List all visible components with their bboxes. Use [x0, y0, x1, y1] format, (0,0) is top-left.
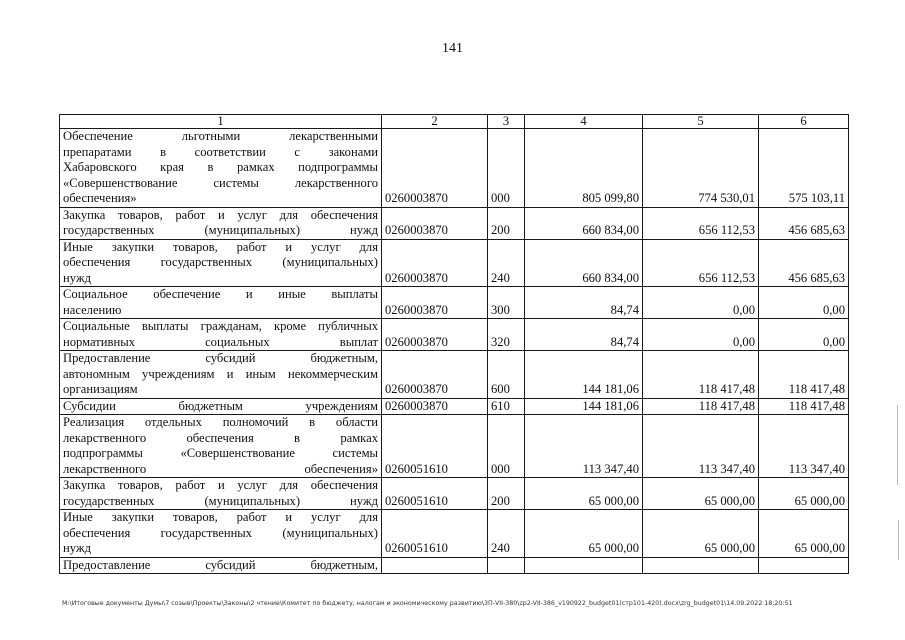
target-article-code: 0260051610: [382, 510, 488, 558]
amount-col5: 0,00: [643, 287, 759, 319]
table-row: [60, 319, 849, 351]
row-name-cell: [60, 478, 382, 510]
table-row: [60, 510, 849, 558]
target-article-code: 0260003870: [382, 351, 488, 399]
table-row: [60, 557, 849, 574]
amount-col5: [643, 557, 759, 574]
amount-col4: 660 834,00: [525, 207, 643, 239]
amount-col6: 0,00: [759, 319, 849, 351]
amount-col5: 656 112,53: [643, 239, 759, 287]
expense-type-code: 240: [488, 239, 525, 287]
target-article-code: 0260051610: [382, 415, 488, 478]
target-article-code: 0260003870: [382, 129, 488, 208]
row-name-cell: [60, 351, 382, 399]
amount-col4: 65 000,00: [525, 510, 643, 558]
amount-col4: 84,74: [525, 319, 643, 351]
budget-table: [59, 114, 849, 574]
amount-col6: 575 103,11: [759, 129, 849, 208]
amount-col4: 805 099,80: [525, 129, 643, 208]
scan-edge-mark: [898, 520, 899, 560]
row-name-line: обеспечения государственных (муниципальных): [63, 525, 378, 540]
amount-col4: [525, 557, 643, 574]
amount-col5: 0,00: [643, 319, 759, 351]
target-article-code: 0260003870: [382, 207, 488, 239]
target-article-code: 0260003870: [382, 239, 488, 287]
row-name-line: Иные закупки товаров, работ и услуг для: [63, 239, 378, 254]
table-row: [60, 207, 849, 239]
row-name-line: лекарственного обеспечения в рамках: [63, 430, 378, 445]
amount-col6: 65 000,00: [759, 510, 849, 558]
table-row: [60, 239, 849, 287]
row-name-line: Закупка товаров, работ и услуг для обеспечения: [63, 478, 378, 492]
row-name-line: обеспечения государственных (муниципальных): [63, 255, 378, 269]
row-name-cell: [60, 239, 382, 287]
row-name-line: организациям: [63, 382, 138, 396]
table-row: [60, 398, 849, 415]
row-name-line: Реализация отдельных полномочий в области: [63, 415, 378, 429]
amount-col5: 656 112,53: [643, 207, 759, 239]
row-name-cell: [60, 287, 382, 319]
table-header-row: [60, 115, 849, 129]
amount-col6: 65 000,00: [759, 478, 849, 510]
row-name-line: государственных (муниципальных) нужд: [63, 493, 378, 508]
row-name-line: Социальные выплаты гражданам, кроме публичных: [63, 319, 378, 333]
row-name-line: обеспечения»: [63, 191, 137, 205]
target-article-code: 0260003870: [382, 398, 488, 415]
row-name-line: Социальное обеспечение и иные выплаты: [63, 287, 378, 301]
column-header: 3: [488, 115, 525, 129]
column-header: 1: [60, 115, 382, 129]
table-row: [60, 415, 849, 478]
row-name-cell: [60, 510, 382, 558]
expense-type-code: 200: [488, 478, 525, 510]
row-name-line: подпрограммы «Совершенствование системы: [63, 446, 378, 460]
amount-col5: 65 000,00: [643, 478, 759, 510]
row-name-cell: [60, 557, 382, 574]
page-number: 141: [442, 41, 463, 56]
row-name-line: нормативных социальных выплат: [63, 334, 378, 349]
expense-type-code: 240: [488, 510, 525, 558]
row-name-cell: [60, 129, 382, 208]
column-header: 5: [643, 115, 759, 129]
target-article-code: 0260051610: [382, 478, 488, 510]
row-name-line: нужд: [63, 270, 91, 285]
expense-type-code: 000: [488, 129, 525, 208]
table-row: [60, 351, 849, 399]
table-row: [60, 129, 849, 208]
row-name-cell: [60, 415, 382, 478]
amount-col6: 0,00: [759, 287, 849, 319]
expense-type-code: [488, 557, 525, 574]
amount-col6: 118 417,48: [759, 398, 849, 415]
row-name-line: Закупка товаров, работ и услуг для обеспечения: [63, 207, 378, 222]
amount-col6: 113 347,40: [759, 415, 849, 478]
target-article-code: 0260003870: [382, 319, 488, 351]
row-name-line: лекарственного обеспечения»: [63, 461, 378, 476]
row-name-line: препаратами в соответствии с законами: [63, 144, 378, 159]
row-name-line: нужд: [63, 541, 91, 555]
row-name-cell: [60, 398, 382, 415]
document-footer-path: M:\Итоговые документы Думы\7 созыв\Проекты\Законы\2 чтение\Комитет по бюджету, налогам и экономическому развитию\3П-VII-380\zp2-VII-386_v190922_budget01(стр101-420).docx\zrg_budget01\14.09.2022 18:20:51: [62, 600, 793, 607]
column-header: 2: [382, 115, 488, 129]
row-name-line: Субсидии бюджетным учреждениям: [63, 398, 378, 413]
row-name-line: автономным учреждениям и иным некоммерческим: [63, 366, 378, 381]
target-article-code: 0260003870: [382, 287, 488, 319]
table-row: [60, 478, 849, 510]
row-name-cell: [60, 319, 382, 351]
amount-col4: 113 347,40: [525, 415, 643, 478]
row-name-line: Предоставление субсидий бюджетным,: [63, 351, 378, 365]
expense-type-code: 000: [488, 415, 525, 478]
amount-col6: 456 685,63: [759, 239, 849, 287]
row-name-line: Обеспечение льготными лекарственными: [63, 129, 378, 143]
amount-col5: 118 417,48: [643, 398, 759, 415]
table-row: [60, 287, 849, 319]
amount-col5: 113 347,40: [643, 415, 759, 478]
row-name-line: «Совершенствование системы лекарственного: [63, 175, 378, 190]
column-header: 6: [759, 115, 849, 129]
target-article-code: [382, 557, 488, 574]
amount-col5: 65 000,00: [643, 510, 759, 558]
expense-type-code: 600: [488, 351, 525, 399]
column-header: 4: [525, 115, 643, 129]
scan-edge-mark: [897, 405, 898, 485]
amount-col5: 774 530,01: [643, 129, 759, 208]
row-name-line: Иные закупки товаров, работ и услуг для: [63, 510, 378, 524]
expense-type-code: 610: [488, 398, 525, 415]
amount-col4: 84,74: [525, 287, 643, 319]
amount-col4: 144 181,06: [525, 398, 643, 415]
amount-col5: 118 417,48: [643, 351, 759, 399]
amount-col6: [759, 557, 849, 574]
expense-type-code: 320: [488, 319, 525, 351]
row-name-line: Хабаровского края в рамках подпрограммы: [63, 160, 378, 174]
expense-type-code: 200: [488, 207, 525, 239]
row-name-cell: [60, 207, 382, 239]
amount-col4: 144 181,06: [525, 351, 643, 399]
row-name-line: населению: [63, 302, 122, 317]
row-name-line: Предоставление субсидий бюджетным,: [63, 557, 378, 572]
amount-col6: 456 685,63: [759, 207, 849, 239]
amount-col4: 660 834,00: [525, 239, 643, 287]
row-name-line: государственных (муниципальных) нужд: [63, 223, 378, 237]
expense-type-code: 300: [488, 287, 525, 319]
amount-col4: 65 000,00: [525, 478, 643, 510]
amount-col6: 118 417,48: [759, 351, 849, 399]
